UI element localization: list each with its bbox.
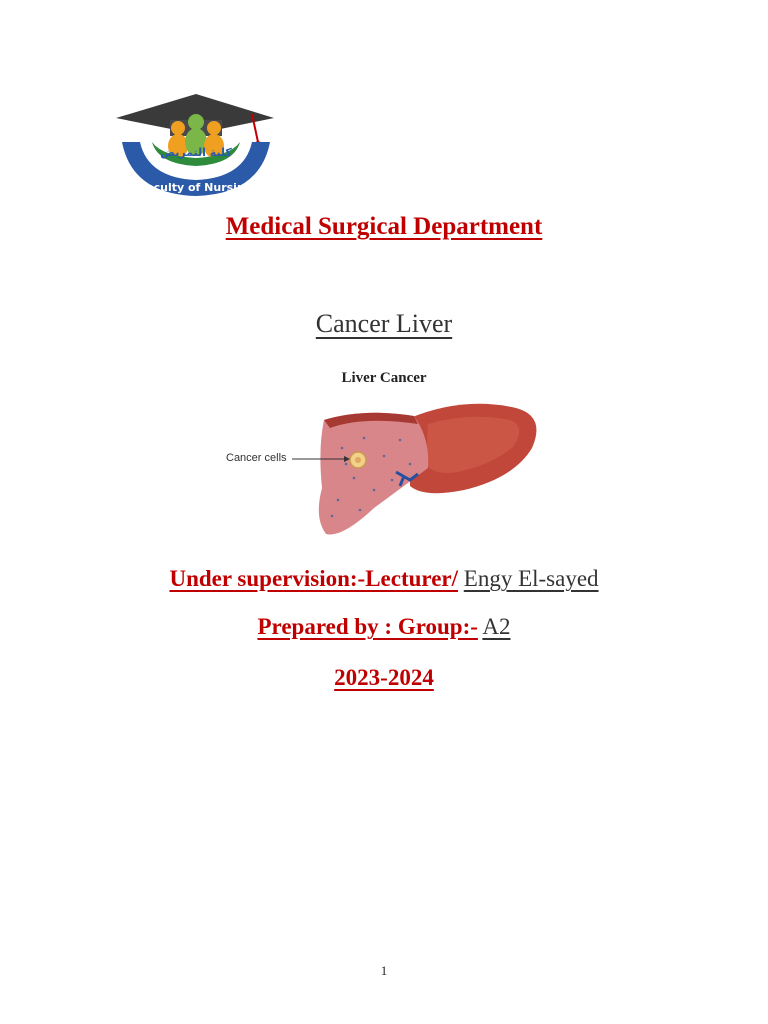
topic-text: Cancer Liver	[315, 309, 453, 338]
prepared-label: Prepared by : Group:-	[257, 614, 478, 639]
logo-arc-text: Menoufia University	[171, 166, 221, 172]
supervision-line	[0, 566, 768, 592]
academic-year	[0, 665, 768, 691]
cancer-cells-label: Cancer cells	[226, 452, 287, 464]
year-text: 2023-2024	[334, 665, 434, 690]
topic-heading	[0, 309, 768, 339]
department-heading	[0, 213, 768, 241]
faculty-logo	[112, 90, 280, 202]
prepared-by-line	[0, 614, 768, 640]
department-text: Medical Surgical Department	[225, 213, 543, 240]
logo-english-text: Faculty of Nursing	[139, 181, 253, 194]
supervision-label: Under supervision:-Lecturer/	[169, 566, 459, 591]
figure-title: Liver Cancer	[341, 370, 427, 386]
supervisor-name: Engy El-sayed	[463, 566, 599, 591]
logo-arabic-text: كلية التمريض	[160, 146, 232, 159]
group-name: A2	[482, 614, 511, 639]
page-number: 1	[380, 963, 388, 978]
